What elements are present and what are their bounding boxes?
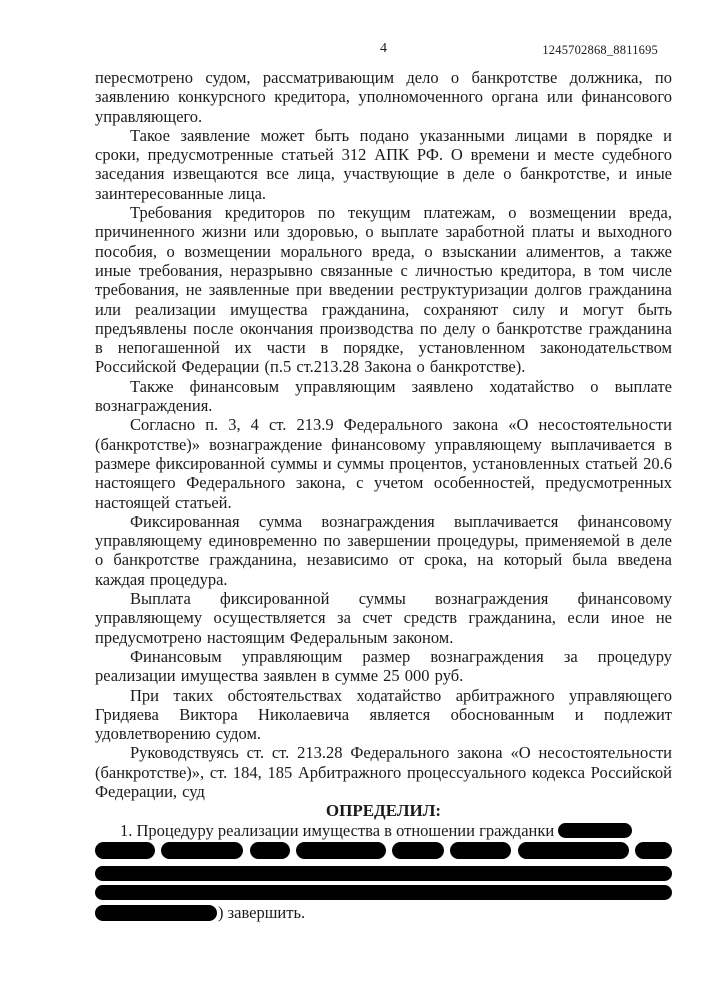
paragraph: Фиксированная сумма вознаграждения выплачивается финансовому управляющему единовременно по завершении процедуры, применяемой в деле о банкротстве гражданина, независимо от срока, на который была введена каждая процедура. [95, 511, 672, 589]
paragraph: При таких обстоятельствах ходатайство арбитражного управляющего Гридяева Виктора Николаевича является обоснованным и подлежит удовлетворению судом. [95, 685, 672, 744]
redaction-pill [161, 842, 243, 859]
paragraph: Также финансовым управляющим заявлено ходатайство о выплате вознаграждения. [95, 376, 672, 416]
redaction-pill [635, 842, 672, 859]
redaction-inline-pill [558, 823, 632, 838]
redaction-pill [518, 842, 629, 859]
resolution-item-1-text: 1. Процедуру реализации имущества в отношении гражданки [120, 820, 555, 840]
body-paragraphs [95, 68, 672, 801]
paragraph: Руководствуясь ст. ст. 213.28 Федерального закона «О несостоятельности (банкротстве)», ст. 184, 185 Арбитражного процессуального кодекса Российской Федерации, суд [95, 743, 672, 801]
page-header [95, 41, 672, 68]
redaction-bar [95, 866, 672, 881]
document-id: 1245702868_8811695 [542, 43, 658, 57]
redaction-last-pill [95, 905, 217, 921]
paragraph: Согласно п. 3, 4 ст. 213.9 Федерального закона «О несостоятельности (банкротстве)» вознаграждение финансовому управляющему выплачивается в размере фиксированной суммы и суммы процентов, установленных статьей 20.6 настоящего Федерального закона, с учетом особенностей, предусмотренных настоящей статьей. [95, 415, 672, 512]
paragraph: Такое заявление может быть подано указанными лицами в порядке и сроки, предусмотренные статьей 312 АПК РФ. О времени и месте судебного заседания извещаются все лица, участвующие в деле о банкротстве, и иные заинтересованные лица. [95, 125, 672, 203]
closing-line [95, 903, 672, 922]
paragraph: Финансовым управляющим размер вознаграждения за процедуру реализации имущества заявлен в сумме 25 000 руб. [95, 646, 672, 686]
redaction-pills-row [95, 842, 672, 859]
resolution-heading: ОПРЕДЕЛИЛ: [325, 801, 442, 821]
closing-text: ) завершить. [218, 903, 306, 923]
paragraph: Выплата фиксированной суммы вознаграждения финансовому управляющему осуществляется за счет средств гражданина, если иное не предусмотрено настоящим Федеральным законом. [95, 589, 672, 647]
page-number: 4 [380, 41, 387, 56]
paragraph: пересмотрено судом, рассматривающим дело о банкротстве должника, по заявлению конкурсного кредитора, уполномоченного органа или финансового управляющего. [95, 68, 672, 126]
page-content [95, 41, 672, 922]
resolution-item-1 [95, 821, 672, 840]
paragraph: Требования кредиторов по текущим платежам, о возмещении вреда, причиненного жизни или здоровью, о выплате заработной платы и выходного пособия, о возмещении морального вреда, о взыскании алиментов, а также иные требования, неразрывно связанные с личностью кредитора, в том числе требования, не заявленные при введении реструктуризации долгов гражданина или реализации имущества гражданина, сохраняют силу и могут быть предъявлены после окончания производства по делу о банкротстве гражданина в непогашенной их части в порядке, установленном законодательством Российской Федерации (п.5 ст.213.28 Закона о банкротстве). [95, 203, 672, 377]
redaction-pill [450, 842, 511, 859]
redaction-pill [392, 842, 444, 859]
redaction-pill [296, 842, 386, 859]
redaction-bar [95, 885, 672, 900]
redaction-pill [95, 842, 155, 859]
redaction-pill [250, 842, 290, 859]
